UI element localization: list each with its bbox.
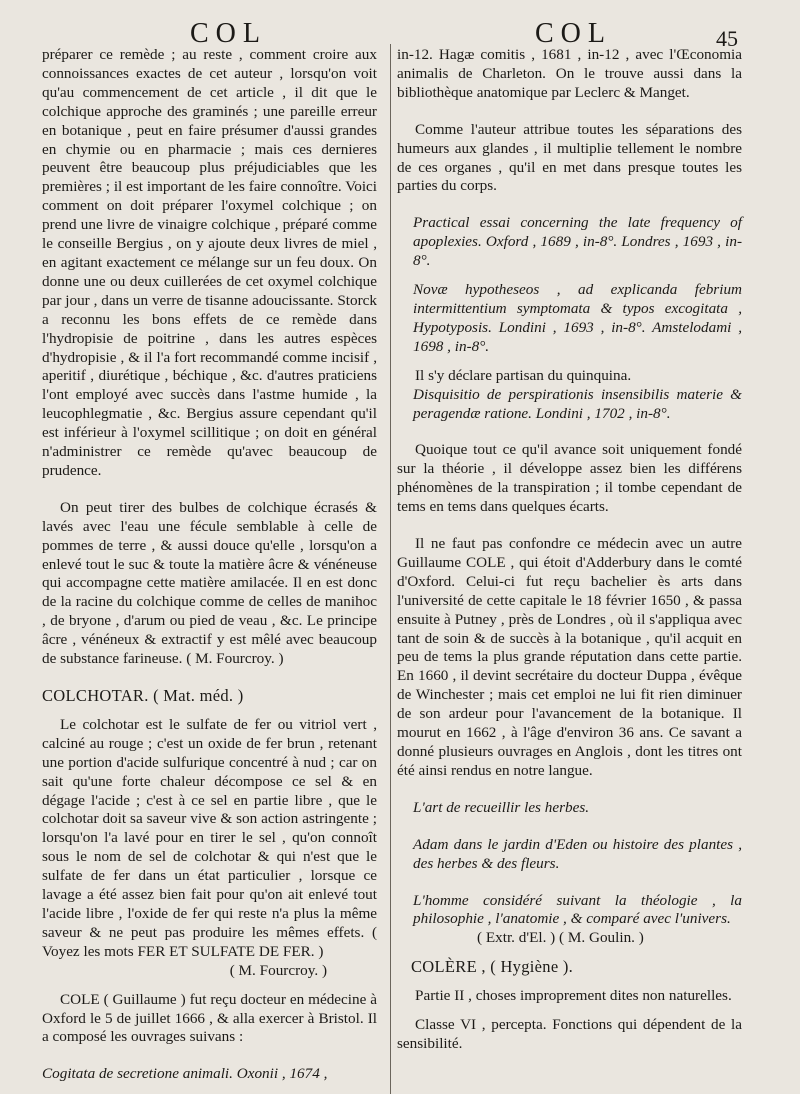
title-adam-eden: Adam dans le jardin d'Eden ou histoire des plantes , des herbes & des fleurs. xyxy=(413,835,742,872)
citation-cogitata: Cogitata de secretione animali. Oxonii , 1674 , xyxy=(42,1065,328,1083)
title-homme-considere: L'homme considéré suivant la théologie , la philosophie , l'anatomie , & comparé avec l'univers. xyxy=(413,891,742,928)
paragraph-partie-ii: Partie II , choses improprement dites non naturelles. xyxy=(415,987,732,1005)
paragraph-guillaume-cole: Il ne faut pas confondre ce médecin avec un autre Guillaume COLE , qui étoit d'Adderbury dans le comté d'Oxford. Celui-ci fut reçu bachelier ès arts dans l'université de cette capitale le 18 février 1650 , & passa ensuite à Putney , près de Londres , où il s'appliqua avec tant de soin & de succès à la botanique , qu'il acquit en peu de tems la plus grande réputation dans cette partie. En 1660 , il devint secrétaire du docteur Duppa , évêque de Winchester ; mais cet emploi ne lui fit rien diminuer de son ardeur pour l'avancement de la botanique. Il mourut en 1662 , à l'âge d'environ 36 ans. Ce savant a donné plusieurs ouvrages en Anglois , dont les titres ont été ainsi rendus en notre langue. xyxy=(397,535,742,779)
citation-practical-essai: Practical essai concerning the late frequency of apoplexies. Oxford , 1689 , in-8°. Londres , 1693 , in-8°. xyxy=(413,214,742,270)
signature-goulin: ( Extr. d'El. ) ( M. Goulin. ) xyxy=(477,929,644,947)
paragraph-cole: COLE ( Guillaume ) fut reçu docteur en médecine à Oxford le 5 de juillet 1666 , & alla exercer à Bristol. Il a composé les ouvrages suivans : xyxy=(42,990,377,1046)
paragraph-quinquina: Il s'y déclare partisan du quinquina. xyxy=(415,366,632,384)
paragraph-fecule: On peut tirer des bulbes de colchique écrasés & lavés avec l'eau une fécule semblable à celle de pommes de terre , & aussi douce qu'elle , lorsqu'on a enlevé tout le suc & toute la matière âcre & vénéneuse qui accompagne cette matière amilacée. Il en est donc de la racine du colchique comme de celles de manihoc , de bryone , d'arum ou pied de veau , &c. Le principe âcre , vénéneux & extractif y est mêlé avec beaucoup de substance farineuse. ( M. Fourcroy. ) xyxy=(42,498,377,668)
paragraph-classe-vi: Classe VI , percepta. Fonctions qui dépendent de la sensibilité. xyxy=(397,1016,742,1052)
paragraph-separations: Comme l'auteur attribue toutes les séparations des humeurs aux glandes , il multiplie tellement le nombre de ces organes , qu'il en met dans presque toutes les parties du corps. xyxy=(397,120,742,195)
signature-fourcroy: ( M. Fourcroy. ) xyxy=(229,961,327,979)
column-divider xyxy=(390,44,391,1094)
citation-novae-hypotheseos: Novæ hypotheseos , ad explicanda febrium intermittentium symptomata & typos excogitata , Hypotyposis. Londini , 1693 , in-8°. Amstelodami , 1698 , in-8°. xyxy=(413,281,742,355)
heading-colchotar: COLCHOTAR. ( Mat. méd. ) xyxy=(42,686,244,705)
heading-colere: COLÈRE , ( Hygiène ). xyxy=(411,957,574,977)
citation-disquisitio: Disquisitio de perspirationis insensibilis materie & peragendæ ratione. Londini , 1702 , in-8°. xyxy=(413,385,742,422)
paragraph-hagae: in-12. Hagæ comitis , 1681 , in-12 , avec l'Œconomia animalis de Charleton. On le trouve aussi dans la bibliothèque anatomique par Leclerc & Manget. xyxy=(397,46,742,101)
title-art-recueillir: L'art de recueillir les herbes. xyxy=(413,798,590,816)
left-column xyxy=(42,46,377,1084)
right-column xyxy=(397,46,742,1054)
running-head xyxy=(0,12,800,51)
page-number: 45 xyxy=(716,26,738,51)
running-head-left: COL xyxy=(190,18,267,49)
running-head-right: COL xyxy=(535,18,612,49)
paragraph-colchotar: Le colchotar est le sulfate de fer ou vitriol vert , calciné au rouge ; c'est un oxide de fer brun , retenant une portion d'acide sulfurique concentré à nud ; car on sait qu'une forte chaleur décompose ce sel & en dégage l'acide ; c'est à ce sel en partie libre , que le colchotar doit sa saveur vive & son action astringente ; lorsqu'on l'a lavé pour en tirer le sel , qu'on connoît sous le nom de sel de colchotar & qui n'est que le sulfate de fer dans un état particulier , lorsque ce lavage a été assez bien fait pour qu'on ait enlevé tout l'acide libre , l'oxide de fer qui reste n'a plus la même saveur & ne peut pas produire les mêmes effets. ( Voyez les mots FER ET SULFATE DE FER. ) xyxy=(42,715,377,960)
paragraph-oxymel: préparer ce remède ; au reste , comment croire aux connoissances exactes de cet auteur , lorsqu'on voit qu'au commencement de cet article , il dit que le colchique approche des graminés ; une pareille erreur en botanique , peut en faire présumer d'aussi grandes en chymie ou en pharmacie ; mais ces dernieres peuvent être beaucoup plus préjudiciables que les premières ; il est important de les faire connoître. Voici comment on doit préparer l'oxymel colchique ; on prend une livre de vinaigre colchique , préparé comme le conseille Bergius , on y ajoute deux livres de miel , en agitant exactement ce mélange sur un feu doux. On donne une ou deux cuillerées de cet oxymel colchique par jour , dans un verre de tisanne adoucissante. Storck a reconnu les bons effets de ce remède dans l'hydropisie de poitrine , dans les autres espèces d'hydropisie , & il l'a fort recommandé comme incisif , aperitif , diurétique , béchique , &c. d'autres praticiens l'ont employé avec succès dans l'astme humide , la leucophlegmatie , &c. Bergius assure cependant qu'il est inférieur à l'oxymel scillitique ; on doit en général n'administrer ce remède qu'avec beaucoup de prudence. xyxy=(42,46,377,479)
paragraph-theorie: Quoique tout ce qu'il avance soit uniquement fondé sur la théorie , il développe assez bien les différens phénomènes de la transpiration ; il tombe cependant de tems en tems dans quelques écarts. xyxy=(397,441,742,516)
